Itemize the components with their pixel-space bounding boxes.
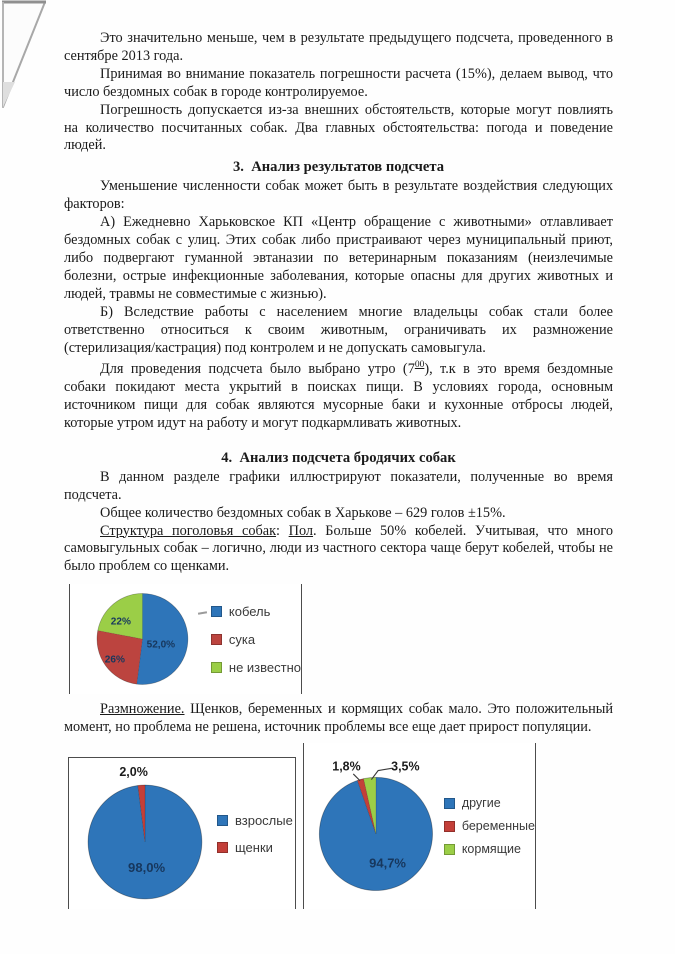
legend-swatch [444,821,455,832]
legend-swatch [211,634,222,645]
pie-percent-label: 52,0% [146,639,176,651]
breeding-pie-legend [444,796,535,856]
underlined-sex-label: Пол [288,522,314,539]
legend-label: кормящие [461,842,521,857]
pie-callout-label: 1,8% [332,759,361,774]
legend-item-кобель [211,604,301,619]
pie-callout-label: 2,0% [119,764,148,779]
paragraph-p3: Погрешность допускается из-за внешних обстоятельств, которые могут повлиять на количество посчитанных собак. Два главных обстоятельства: погода и поведение людей. [64,101,613,154]
pie-callout-label: 3,5% [391,759,420,774]
legend-swatch [217,842,228,853]
legend-item-не известно [211,660,301,675]
legend-label: беременные [461,819,535,834]
paragraph-p1: Это значительно меньше, чем в результате предыдущего подсчета, проведенного в сентябре 2013 года. [64,30,613,64]
paragraph-p2: Принимая во внимание показатель погрешности расчета (15%), делаем вывод, что число бездомных собак в городе контролируемое. [64,65,613,100]
underlined-structure-label: Структура поголовья собак [100,522,277,539]
pie-percent-label: 98,0% [128,859,166,875]
document-content [64,30,613,909]
paragraph-p8: В данном разделе графики иллюстрируют показатели, полученные во время подсчета. [64,468,613,503]
underlined-breeding-label: Размножение. [100,701,185,718]
age-pie-chart-box [68,757,296,909]
paragraph-p10-colon: : [276,522,289,539]
legend-swatch [217,815,228,826]
legend-swatch [444,844,455,855]
paragraph-p7 [64,357,613,432]
legend-label: взрослые [235,812,293,828]
scan-speck-artifact [198,611,207,615]
paragraph-p10-rest: . Больше 50% кобелей. Учитывая, что много самовыгульных собак – логично, люди из частного сектора чаще берут кобелей, чтобы не было проблем со щенками. [64,522,613,575]
legend-item-взрослые [217,813,293,828]
sex-pie-chart-box [69,584,302,694]
age-pie-chart [75,760,215,908]
legend-item-беременные [444,819,535,833]
legend-label: щенки [235,839,273,855]
legend-swatch [444,798,455,809]
bottom-charts-row [68,743,613,909]
section-4-heading: 4. Анализ подсчета бродячих собак [221,449,456,466]
paragraph-p11 [64,701,613,737]
legend-item-щенки [217,840,293,855]
paragraph-p5: А) Ежедневно Харьковское КП «Центр обращение с животными» отлавливает бездомных собак с улиц. Этих собак либо пристраивают через муниципальный приют, либо подвергают гуманной эвтаназии по ветеринарным показаниям (неизлечимые болезни, острые инфекционные заболевания, которые опасны для других животных и людей, травмы не совместимые с жизнью). [64,214,613,302]
legend-item-другие [444,796,535,810]
legend-swatch [211,662,222,673]
superscript-00: 00 [414,360,425,371]
paragraph-p6: Б) Вследствие работы с населением многие владельцы собак стали более ответственно относиться к своим животным, ограничивать их размножение (стерилизация/кастрация) под контролем и не допускать самовыгула. [64,303,613,356]
paragraph-p4: Уменьшение численности собак может быть в результате воздействия следующих факторов: [64,178,613,213]
pie-percent-label: 26% [104,654,125,666]
legend-label: кобель [228,603,271,619]
sex-pie-legend [211,604,301,675]
sex-pie-chart [90,585,195,693]
paragraph-p9: Общее количество бездомных собак в Харькове – 629 голов ±15%. [100,504,506,521]
legend-label: сука [228,631,256,647]
legend-item-кормящие [444,842,535,856]
callout-leader-line [353,774,360,781]
breeding-pie-chart [308,751,444,901]
pie-percent-label: 94,7% [369,855,407,871]
legend-label: не известно [228,659,301,675]
paragraph-p7-post: ), т.к в это время бездомные собаки покидают места укрытий в поисках пищи. В условиях города, основным источником пищи для собак являются мусорные баки и кухонные отбросы людей, которые утром идут на работу и могут подкармливать животных. [64,361,613,431]
pie-percent-label: 22% [110,616,131,628]
paragraph-p11-rest: Щенков, беременных и кормящих собак мало. Это положительный момент, но проблема не решена, источник проблемы все еще дает прирост популяции. [64,701,613,736]
paragraph-p10 [64,523,613,577]
legend-item-сука [211,632,301,647]
paragraph-p7-pre: Для проведения подсчета было выбрано утро (7 [100,361,415,378]
legend-swatch [211,606,222,617]
breeding-pie-chart-box [303,743,536,909]
age-pie-legend [217,813,293,855]
section-3-heading: 3. Анализ результатов подсчета [232,159,445,176]
legend-label: другие [461,796,501,811]
